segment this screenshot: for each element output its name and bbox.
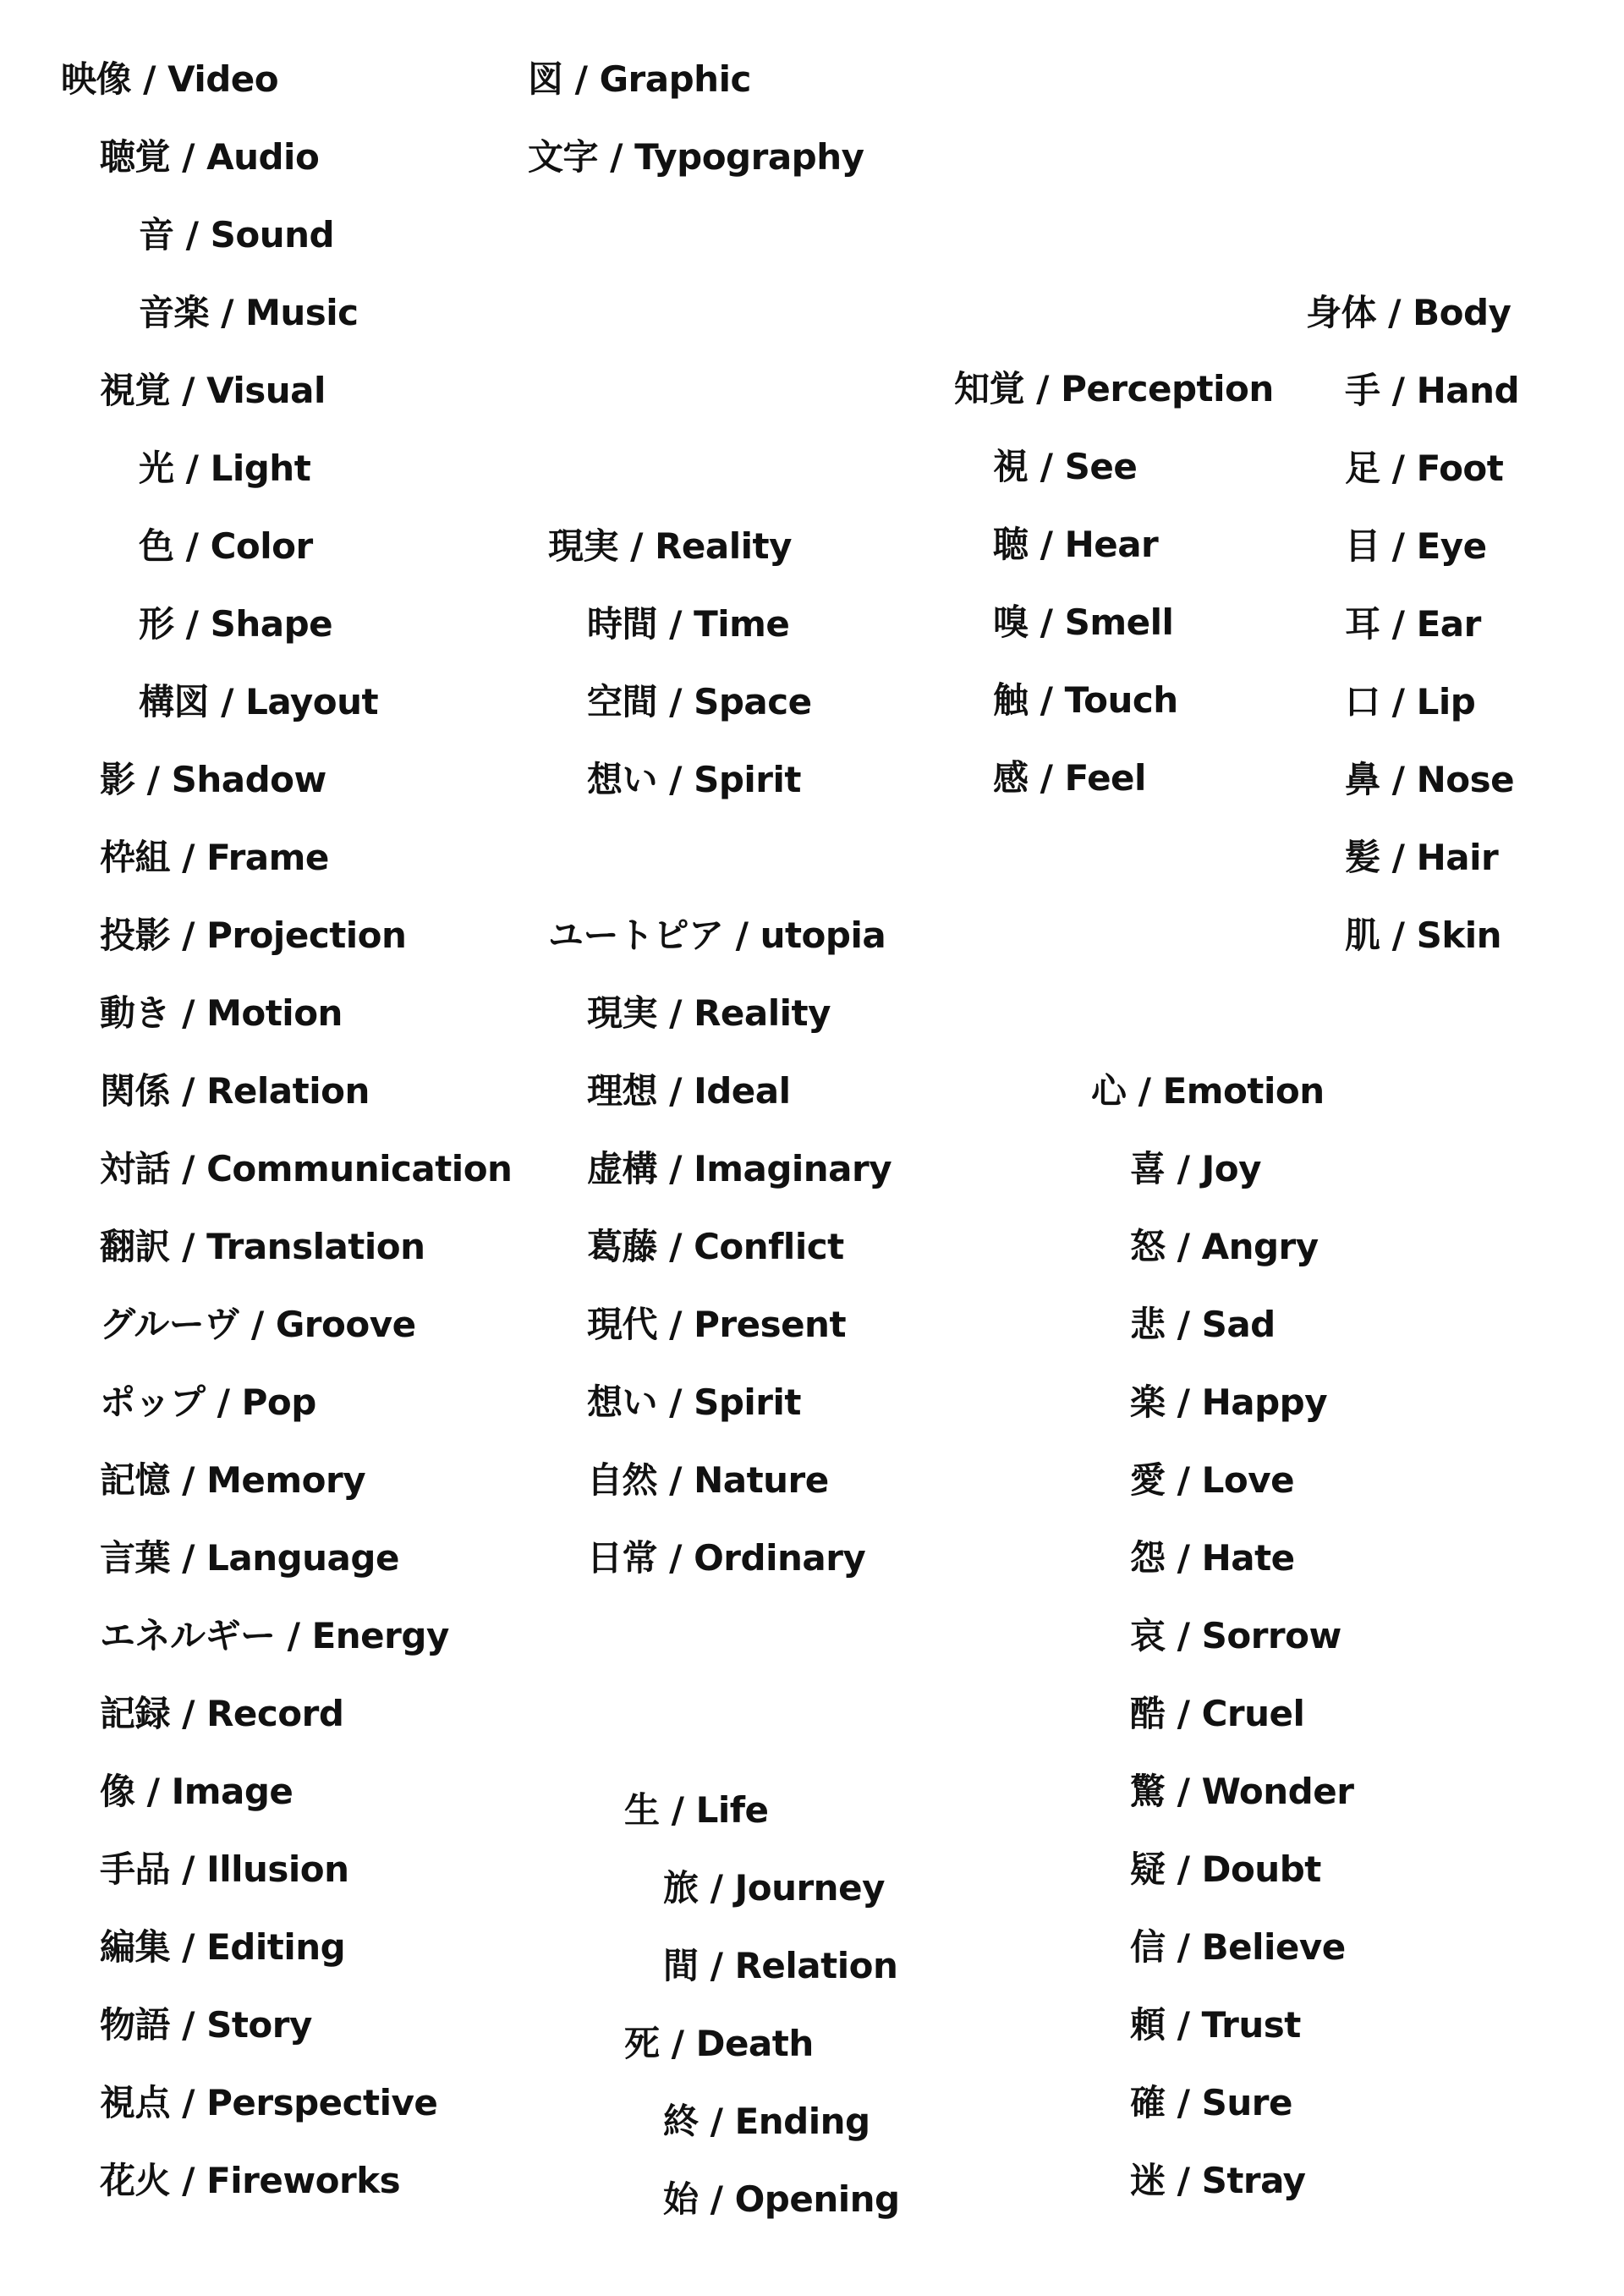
term-space: 空間 / Space (587, 681, 812, 722)
term-illusion: 手品 / Illusion (100, 1848, 349, 1890)
term-trust: 頼 / Trust (1130, 2004, 1301, 2046)
term-reality-utopia: 現実 / Reality (587, 992, 831, 1034)
term-feel: 感 / Feel (993, 757, 1146, 799)
term-translation: 翻訳 / Translation (100, 1226, 425, 1267)
term-language: 言葉 / Language (100, 1537, 399, 1579)
term-emotion: 心 / Emotion (1091, 1070, 1325, 1112)
term-love: 愛 / Love (1130, 1459, 1295, 1501)
term-skin: 肌 / Skin (1345, 915, 1502, 956)
term-doubt: 疑 / Doubt (1130, 1848, 1321, 1890)
term-body: 身体 / Body (1306, 292, 1512, 333)
term-angry: 怒 / Angry (1130, 1226, 1319, 1267)
term-graphic: 図 / Graphic (528, 58, 751, 100)
term-communication: 対話 / Communication (100, 1148, 513, 1189)
term-wonder: 驚 / Wonder (1130, 1771, 1354, 1812)
term-death: 死 / Death (624, 2023, 814, 2064)
term-spirit-reality: 想い / Spirit (587, 759, 801, 800)
term-ideal: 理想 / Ideal (587, 1070, 791, 1112)
term-nature: 自然 / Nature (587, 1459, 829, 1501)
term-journey: 旅 / Journey (663, 1867, 885, 1909)
term-ear: 耳 / Ear (1345, 603, 1481, 645)
term-imaginary: 虚構 / Imaginary (587, 1148, 892, 1189)
term-foot: 足 / Foot (1345, 448, 1504, 489)
term-visual: 視覚 / Visual (100, 370, 326, 411)
term-eye: 目 / Eye (1345, 525, 1487, 567)
term-layout: 構図 / Layout (139, 681, 379, 722)
term-energy: エネルギー / Energy (100, 1615, 449, 1656)
term-ending: 終 / Ending (663, 2101, 870, 2142)
term-conflict: 葛藤 / Conflict (587, 1226, 844, 1267)
term-groove: グルーヴ / Groove (100, 1304, 416, 1345)
term-believe: 信 / Believe (1130, 1926, 1346, 1968)
term-opening: 始 / Opening (663, 2178, 900, 2220)
term-video: 映像 / Video (61, 58, 279, 100)
term-record: 記録 / Record (100, 1693, 344, 1734)
term-ordinary: 日常 / Ordinary (587, 1537, 866, 1579)
term-relation: 関係 / Relation (100, 1070, 370, 1112)
term-joy: 喜 / Joy (1130, 1148, 1261, 1189)
term-sorrow: 哀 / Sorrow (1130, 1615, 1341, 1656)
term-color: 色 / Color (139, 525, 313, 567)
term-pop: ポップ / Pop (100, 1381, 316, 1423)
term-lip: 口 / Lip (1345, 681, 1476, 722)
term-editing: 編集 / Editing (100, 1926, 346, 1968)
term-image: 像 / Image (100, 1771, 294, 1812)
term-shadow: 影 / Shadow (100, 759, 326, 800)
term-frame: 枠組 / Frame (100, 837, 329, 878)
term-audio: 聴覚 / Audio (100, 136, 320, 178)
term-life: 生 / Life (624, 1789, 769, 1831)
term-music: 音楽 / Music (139, 292, 359, 333)
term-happy: 楽 / Happy (1130, 1381, 1328, 1423)
term-sound: 音 / Sound (139, 214, 335, 255)
term-see: 視 / See (993, 446, 1138, 487)
term-perspective: 視点 / Perspective (100, 2082, 438, 2123)
term-touch: 触 / Touch (993, 679, 1178, 721)
term-nose: 鼻 / Nose (1345, 759, 1515, 800)
term-smell: 嗅 / Smell (993, 601, 1174, 643)
term-hand: 手 / Hand (1345, 370, 1520, 411)
term-time: 時間 / Time (587, 603, 790, 645)
term-perception: 知覚 / Perception (954, 368, 1274, 409)
term-shape: 形 / Shape (139, 603, 333, 645)
term-reality: 現実 / Reality (548, 525, 793, 567)
term-hair: 髪 / Hair (1345, 837, 1499, 878)
term-stray: 迷 / Stray (1130, 2160, 1306, 2201)
term-hate: 怨 / Hate (1130, 1537, 1295, 1579)
term-utopia: ユートピア / utopia (548, 915, 886, 956)
term-light: 光 / Light (139, 448, 311, 489)
term-motion: 動き / Motion (100, 992, 343, 1034)
term-sure: 確 / Sure (1130, 2082, 1292, 2123)
term-relation-life: 間 / Relation (663, 1945, 898, 1986)
term-story: 物語 / Story (100, 2004, 312, 2046)
term-fireworks: 花火 / Fireworks (100, 2160, 401, 2201)
term-spirit-utopia: 想い / Spirit (587, 1381, 801, 1423)
term-hear: 聴 / Hear (993, 524, 1159, 565)
term-present: 現代 / Present (587, 1304, 847, 1345)
term-memory: 記憶 / Memory (100, 1459, 366, 1501)
term-sad: 悲 / Sad (1130, 1304, 1276, 1345)
term-cruel: 酷 / Cruel (1130, 1693, 1305, 1734)
term-typography: 文字 / Typography (528, 136, 864, 178)
term-projection: 投影 / Projection (100, 915, 407, 956)
